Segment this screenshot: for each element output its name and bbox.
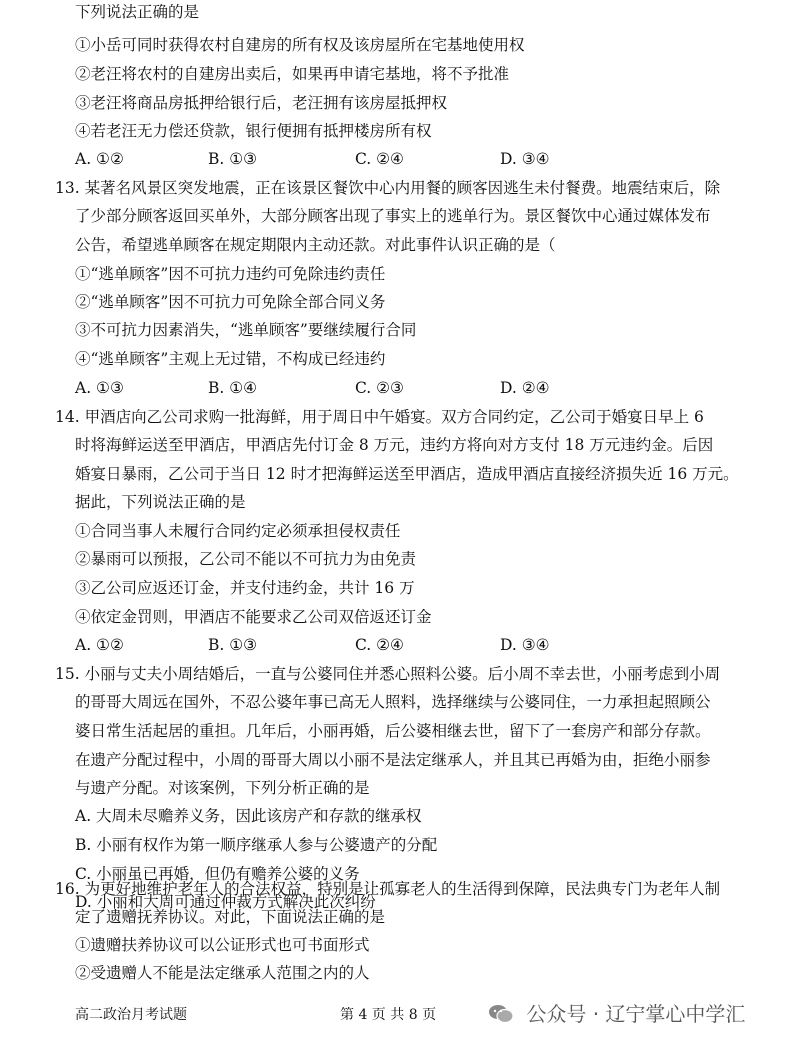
q12-item-2: ②老汪将农村的自建房出卖后，如果再申请宅基地，将不予批准	[75, 65, 510, 83]
q15-stem-line-2: 的哥哥大周远在国外，不忍公婆年事已高无人照料，选择继续与公婆同住，一力承担起照顾公	[75, 693, 711, 711]
watermark	[488, 1000, 745, 1028]
q15-option-a: A. 大周未尽赡养义务，因此该房产和存款的继承权	[75, 807, 422, 825]
q15-stem-line-4: 在遗产分配过程中，小周的哥哥大周以小丽不是法定继承人，并且其已再婚为由，拒绝小丽参	[75, 751, 711, 769]
q15-stem-line-1: 15. 小丽与丈夫小周结婚后，一直与公婆同住并悉心照料公婆。后小周不幸去世，小丽考虑到小周	[55, 665, 721, 683]
q14-option-b: B. ①③	[208, 636, 258, 654]
q13-stem-line-2: 了少部分顾客返回买单外，大部分顾客出现了事实上的逃单行为。景区餐饮中心通过媒体发布	[75, 207, 711, 225]
q16-item-1: ①遗赠扶养协议可以公证形式也可书面形式	[75, 936, 370, 954]
q12-option-b: B. ①③	[208, 150, 258, 168]
q14-item-4: ④依定金罚则，甲酒店不能要求乙公司双倍返还订金	[75, 608, 432, 626]
q13-stem-line-1: 13. 某著名风景区突发地震，正在该景区餐饮中心内用餐的顾客因逃生未付餐费。地震结束后，除	[55, 179, 721, 197]
q13-option-c: C. ②③	[355, 379, 404, 397]
q13-item-2: ②“逃单顾客”因不可抗力可免除全部合同义务	[75, 293, 386, 311]
q13-option-d: D. ②④	[500, 379, 550, 397]
q14-item-1: ①合同当事人未履行合同约定必须承担侵权责任	[75, 522, 401, 540]
footer-exam-title: 高二政治月考试题	[75, 1007, 187, 1023]
watermark-text: 公众号 · 辽宁掌心中学汇	[526, 1002, 746, 1026]
q14-stem-line-2: 时将海鲜运送至甲酒店，甲酒店先付订金 8 万元，违约方将向对方支付 18 万元违约金。后因	[75, 436, 714, 454]
q15-option-c: C. 小丽虽已再婚，但仍有赡养公婆的义务	[75, 865, 360, 883]
q12-option-d: D. ③④	[500, 150, 550, 168]
q14-stem-line-1: 14. 甲酒店向乙公司求购一批海鲜，用于周日中午婚宴。双方合同约定，乙公司于婚宴日早上 6	[55, 408, 704, 426]
q14-option-c: C. ②④	[355, 636, 404, 654]
q13-item-3: ③不可抗力因素消失，“逃单顾客”要继续履行合同	[75, 321, 417, 339]
q15-option-b: B. 小丽有权作为第一顺序继承人参与公婆遗产的分配	[75, 836, 438, 854]
q14-stem-line-3: 婚宴日暴雨，乙公司于当日 12 时才把海鲜运送至甲酒店，造成甲酒店直接经济损失近 16 万元。	[75, 465, 739, 483]
q15-option-d: D. 小丽和大周可通过仲裁方式解决此次纠纷	[75, 893, 376, 911]
q14-option-d: D. ③④	[500, 636, 550, 654]
q14-stem-line-4: 据此，下列说法正确的是	[75, 493, 246, 511]
footer-page-number: 第 4 页 共 8 页	[340, 1007, 437, 1023]
q12-item-4: ④若老汪无力偿还贷款，银行便拥有抵押楼房所有权	[75, 122, 432, 140]
q14-item-3: ③乙公司应返还订金，并支付违约金，共计 16 万	[75, 579, 415, 597]
q13-item-1: ①“逃单顾客”因不可抗力违约可免除违约责任	[75, 265, 386, 283]
q12-option-c: C. ②④	[355, 150, 404, 168]
q14-option-a: A. ①②	[75, 636, 124, 654]
q16-stem-line-2: 定了遗赠抚养协议。对此，下面说法正确的是	[75, 908, 386, 926]
q13-item-4: ④“逃单顾客”主观上无过错，不构成已经违约	[75, 350, 386, 368]
q13-option-b: B. ①④	[208, 379, 258, 397]
q13-stem-line-3: 公告，希望逃单顾客在规定期限内主动还款。对此事件认识正确的是（	[75, 236, 556, 254]
q12-option-a: A. ①②	[75, 150, 124, 168]
wechat-icon	[488, 1003, 514, 1023]
q12-stem: 下列说法正确的是	[75, 3, 200, 21]
q15-stem-line-3: 婆日常生活起居的重担。几年后，小丽再婚，后公婆相继去世，留下了一套房产和部分存款。	[75, 722, 711, 740]
q16-stem-line-1: 16. 为更好地维护老年人的合法权益，特别是让孤寡老人的生活得到保障，民法典专门为老年人制	[55, 880, 721, 898]
q16-item-2: ②受遗赠人不能是法定继承人范围之内的人	[75, 964, 370, 982]
q12-item-1: ①小岳可同时获得农村自建房的所有权及该房屋所在宅基地使用权	[75, 36, 525, 54]
q14-item-2: ②暴雨可以预报，乙公司不能以不可抗力为由免责	[75, 550, 417, 568]
q15-stem-line-5: 与遗产分配。对该案例，下列分析正确的是	[75, 779, 370, 797]
q12-item-3: ③老汪将商品房抵押给银行后，老汪拥有该房屋抵押权	[75, 94, 448, 112]
q13-option-a: A. ①③	[75, 379, 124, 397]
